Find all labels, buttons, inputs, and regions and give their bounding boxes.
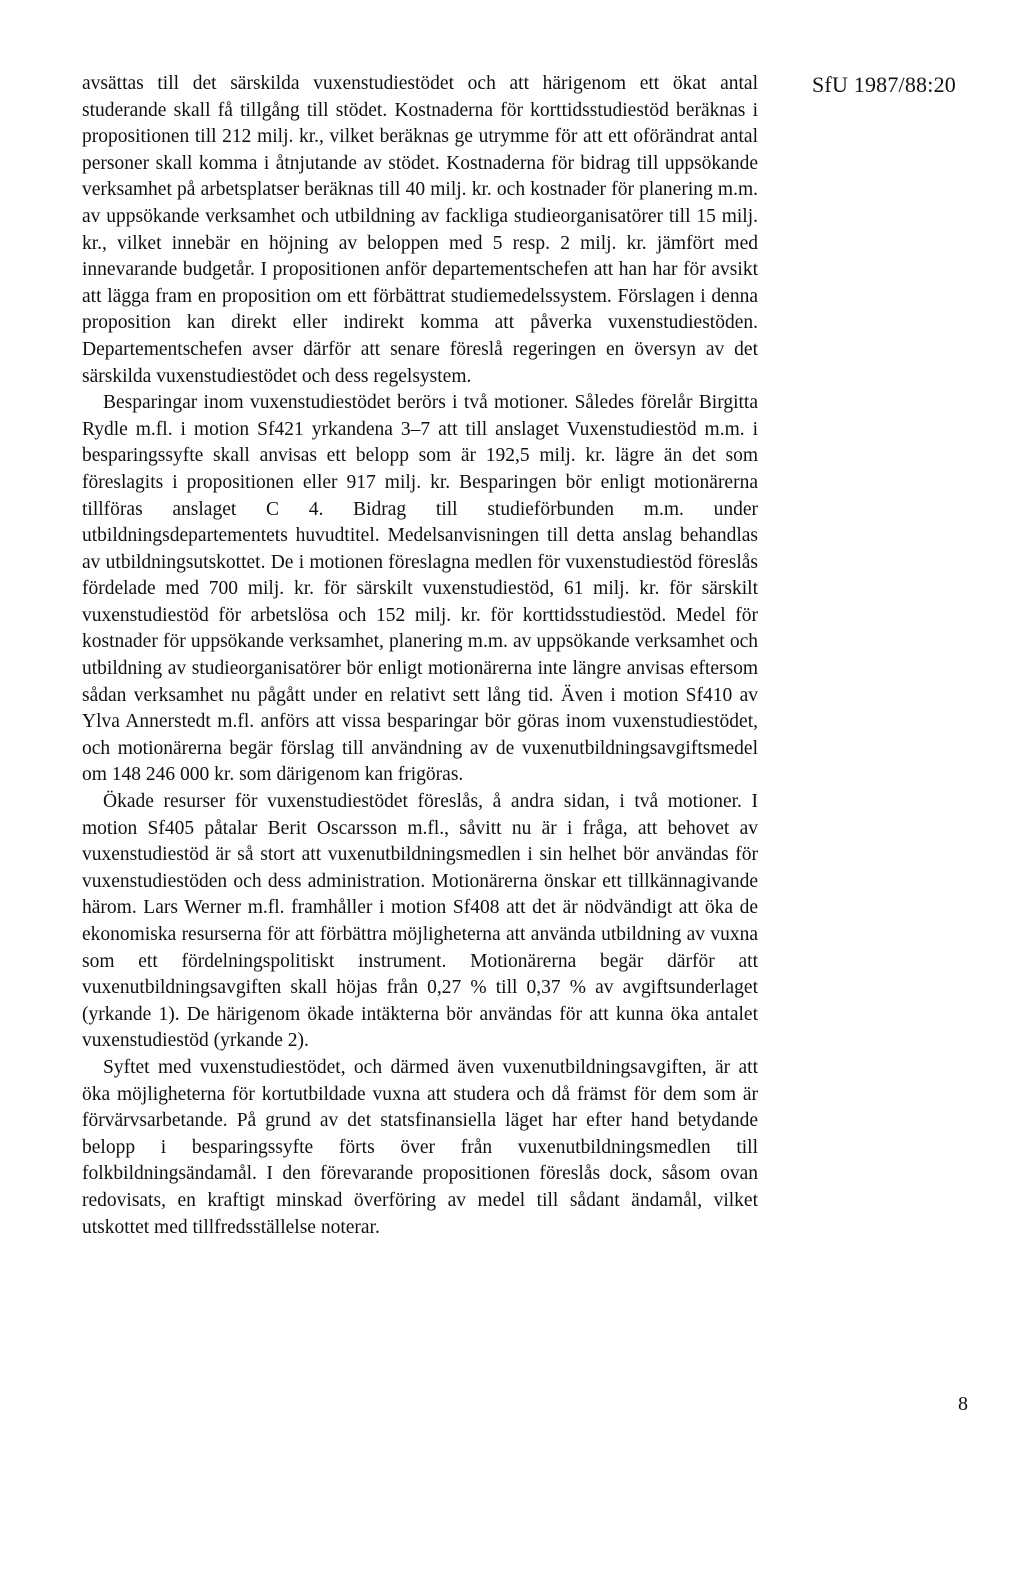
body-text [82,71,758,1241]
paragraph-3: Ökade resurser för vuxenstudiestödet föreslås, å andra sidan, i två motioner. I motion Sf405 påtalar Berit Oscarsson m.fl., såvitt nu är i fråga, att behovet av vuxenstudiestöd är så stort att vuxenutbildningsmedlen i sin helhet bör användas för vuxenstudiestöden och dess administration. Motionärerna önskar ett tillkännagivande härom. Lars Werner m.fl. framhåller i motion Sf408 att det är nödvändigt att öka de ekonomiska resurserna för att förbättra möjligheterna att använda utbildning av vuxna som ett fördelningspolitiskt instrument. Motionärerna begär därför att vuxenutbildningsavgiften skall höjas från 0,27 % till 0,37 % av avgiftsunderlaget (yrkande 1). De härigenom ökade intäkterna bör användas för att kunna öka antalet vuxenstudiestöd (yrkande 2). [82,791,758,1052]
paragraph-4: Syftet med vuxenstudiestödet, och därmed även vuxenutbildningsavgiften, är att öka möjligheterna för kortutbildade vuxna att studera och då främst för dem som är förvärvsarbetande. På grund av det statsfinansiella läget har efter hand betydande belopp i besparingssyfte förts över från vuxenutbildningsmedlen till folkbildningsändamål. I den förevarande propositionen föreslås dock, såsom ovan redovisats, en kraftigt minskad överföring av medel till sådant ändamål, vilket utskottet med tillfredsställelse noterar. [82,1056,758,1238]
paragraph-1: avsättas till det särskilda vuxenstudiestödet och att härigenom ett ökat antal studerande skall få tillgång till stödet. Kostnaderna för korttidsstudiestöd beräknas i propositionen till 212 milj. kr., vilket beräknas ge utrymme för att ett oförändrat antal personer skall komma i åtnjutande av stödet. Kostnaderna för bidrag till uppsökande verksamhet på arbetsplatser beräknas till 40 milj. kr. och kostnader för planering m.m. av uppsökande verksamhet och utbildning av fackliga studieorganisatörer till 15 milj. kr., vilket innebär en höjning av beloppen med 5 resp. 2 milj. kr. jämfört med innevarande budgetår. I propositionen anför departementschefen att han har för avsikt att lägga fram en proposition om ett förbättrat studiemedelssystem. Förslagen i denna proposition kan direkt eller indirekt komma att påverka vuxenstudiestöden. Departementschefen avser därför att senare föreslå regeringen en översyn av det särskilda vuxenstudiestödet och dess regelsystem. [82,73,758,387]
document-reference: SfU 1987/88:20 [812,72,956,97]
page-number: 8 [958,1393,968,1415]
paragraph-2: Besparingar inom vuxenstudiestödet berörs i två motioner. Således förelår Birgitta Rydle m.fl. i motion Sf421 yrkandena 3–7 att till anslaget Vuxenstudiestöd m.m. i besparingssyfte skall anvisas ett belopp som är 192,5 milj. kr. lägre än det som föreslagits i propositionen eller 917 milj. kr. Besparingen bör enligt motionärerna tillföras anslaget C 4. Bidrag till studieförbunden m.m. under utbildningsdepartementets huvudtitel. Medelsanvisningen till detta anslag behandlas av utbildningsutskottet. De i motionen föreslagna medlen för vuxenstudiestöd föreslås fördelade med 700 milj. kr. för särskilt vuxenstudiestöd, 61 milj. kr. för särskilt vuxenstudiestöd för arbetslösa och 152 milj. kr. för korttidsstudiestöd. Medel för kostnader för uppsökande verksamhet, planering m.m. av uppsökande verksamhet och utbildning av studieorganisatörer bör enligt motionärerna inte längre anvisas eftersom sådan verksamhet nu pågått under en relativt sett lång tid. Även i motion Sf410 av Ylva Annerstedt m.fl. anförs att vissa besparingar bör göras inom vuxenstudiestödet, och motionärerna begär förslag till användning av de vuxenutbildningsavgiftsmedel om 148 246 000 kr. som därigenom kan frigöras. [82,392,758,786]
